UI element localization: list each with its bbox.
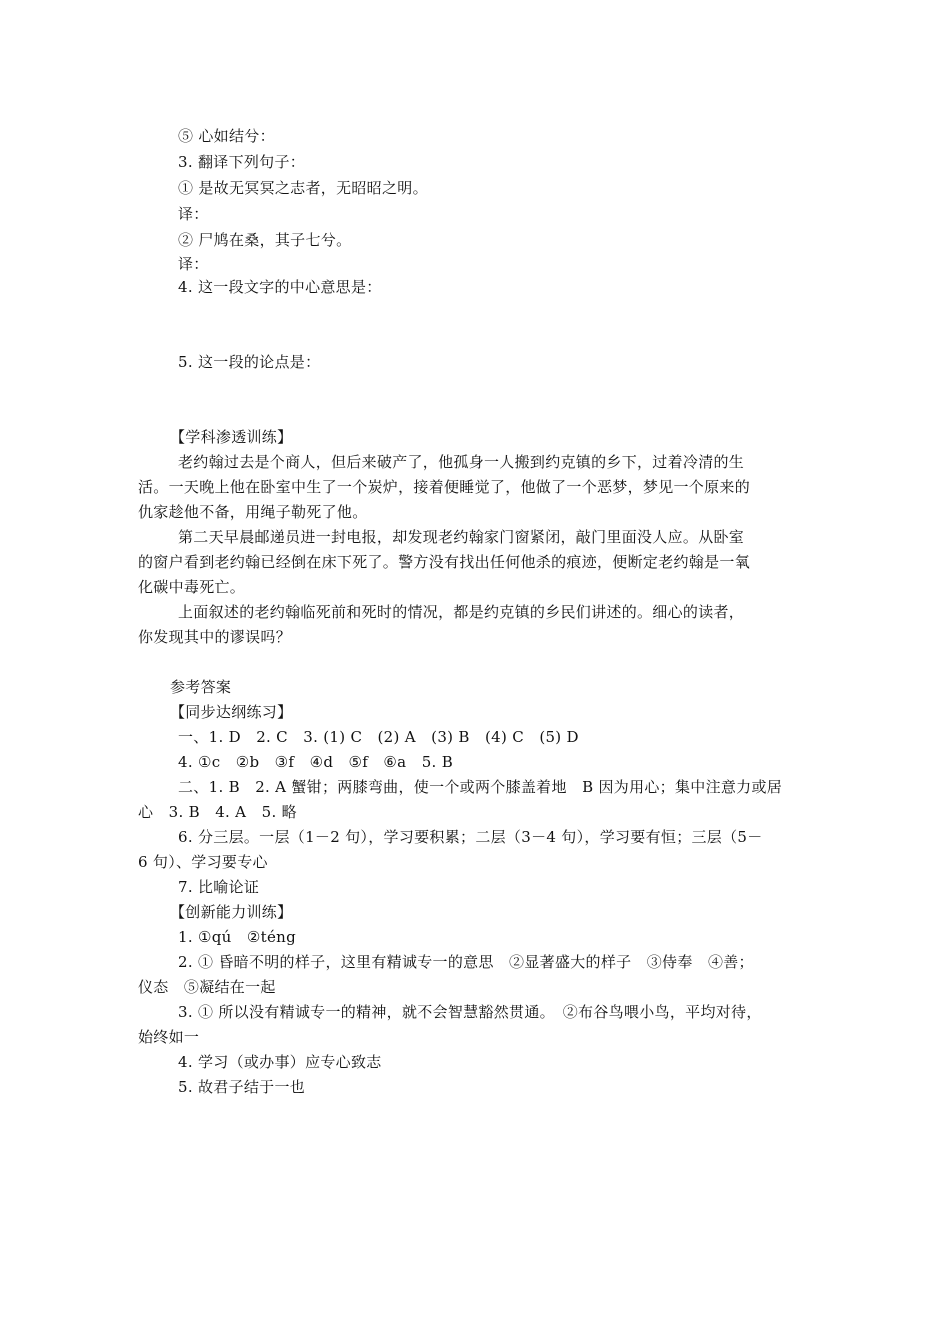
innovation-line6: 4. 学习（或办事）应专心致志 [178,1053,382,1071]
question-3-item-2: ② 尸鸠在桑，其子七兮。 [178,231,352,249]
penetration-heading: 【学科渗透训练】 [170,428,293,446]
sync-line6: 6 句）、学习要专心 [138,853,268,871]
innovation-heading: 【创新能力训练】 [170,903,293,921]
penetration-p2-line2: 的窗户看到老约翰已经倒在床下死了。警方没有找出任何他杀的痕迹，便断定老约翰是一氧 [138,553,751,571]
innovation-line7: 5. 故君子结于一也 [178,1078,306,1096]
sync-line4: 心 3. B 4. A 5. 略 [138,803,297,821]
penetration-p1-line1: 老约翰过去是个商人，但后来破产了，他孤身一人搬到约克镇的乡下，过着冷清的生 [178,453,745,471]
penetration-p1-line3: 仇家趁他不备，用绳子勒死了他。 [138,503,368,521]
penetration-p2-line3: 化碳中毒死亡。 [138,578,246,596]
innovation-line3: 仪态 ⑤凝结在一起 [138,978,276,996]
penetration-p3-line2: 你发现其中的谬误吗？ [138,628,292,646]
innovation-line4: 3. ① 所以没有精诚专一的精神，就不会智慧豁然贯通。 ②布谷鸟喂小鸟，平均对待， [178,1003,762,1021]
question-3-title: 3. 翻译下列句子： [178,153,306,171]
question-5: 5. 这一段的论点是： [178,353,321,371]
penetration-p1-line2: 活。一天晚上他在卧室中生了一个炭炉，接着便睡觉了，他做了一个恶梦，梦见一个原来的 [138,478,751,496]
question-4: 4. 这一段文字的中心意思是： [178,278,382,296]
sync-line7: 7. 比喻论证 [178,878,260,896]
sync-line3: 二、1. B 2. A 蟹钳；两膝弯曲，使一个或两个膝盖着地 B 因为用心；集中注意力或居 [178,778,783,796]
penetration-p2-line1: 第二天早晨邮递员进一封电报，却发现老约翰家门窗紧闭，敲门里面没人应。从卧室 [178,528,745,546]
question-3-translate-2: 译： [178,255,209,273]
sync-line1: 一、1. D 2. C 3. (1) C (2) A (3) B (4) C (5) D [178,728,579,746]
sync-line5: 6. 分三层。一层（1－2 句），学习要积累；二层（3－4 句），学习要有恒；三层（5－ [178,828,763,846]
answers-title: 参考答案 [170,678,232,696]
innovation-line2: 2. ① 昏暗不明的样子，这里有精诚专一的意思 ②显著盛大的样子 ③侍奉 ④善； [178,953,754,971]
question-3-translate-1: 译： [178,205,209,223]
sync-heading: 【同步达纲练习】 [170,703,293,721]
innovation-line1: 1. ①qú ②téng [178,928,297,946]
question-3-item-1: ① 是故无冥冥之志者，无昭昭之明。 [178,179,428,197]
sync-line2: 4. ①c ②b ③f ④d ⑤f ⑥a 5. B [178,753,454,771]
question-2-item-5: ⑤ 心如结兮： [178,127,275,145]
innovation-line5: 始终如一 [138,1028,200,1046]
penetration-p3-line1: 上面叙述的老约翰临死前和死时的情况，都是约克镇的乡民们讲述的。细心的读者， [178,603,745,621]
